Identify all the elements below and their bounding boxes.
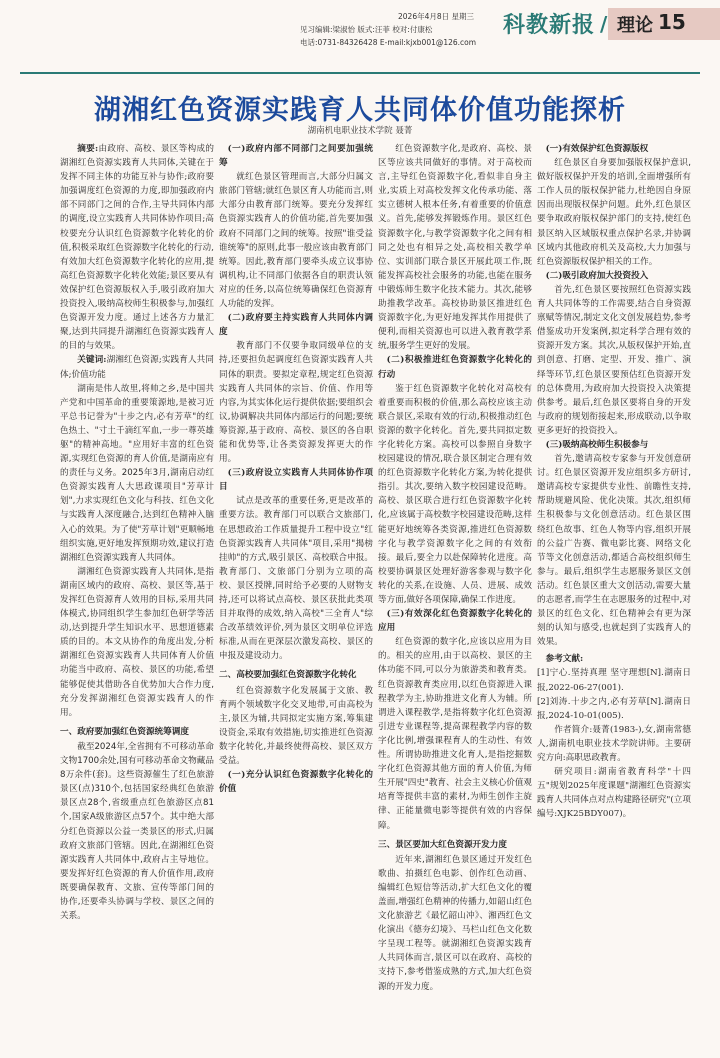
subsection-3-3-heading: (三)吸纳高校师生积极参与 [545, 439, 649, 450]
column-2 [219, 142, 373, 796]
intro-paragraph-2: 湖湘红色资源实践育人共同体,是指湖南区域内的政府、高校、景区等,基于发挥红色资源育人效用的目标,采用共同体模式,协同组织学生参加红色研学等活动,达到提升学生知识水平、思想道德素质的目的。本文从协作的角度出发,分析湖湘红色资源实践育人共同体育人价值功能当中政府、高校、景区的功能,希望能够促使其借助各自优势加大合作力度,充分发挥湖湘红色资源实践育人的作用。 [60, 566, 214, 718]
project-note: 研究项目:湖南省教育科学"十四五"规划2025年度课题"湖湘红色资源实践育人共同体点对点构建路径研究"(立项编号:XJK25BDY007)。 [537, 767, 691, 820]
subsection-1-3-heading: (三)政府设立实践育人共同体协作项目 [219, 468, 373, 493]
header-divider [20, 72, 700, 74]
keywords: 关键词:湖湘红色资源;实践育人共同体;价值功能 [60, 355, 214, 380]
page-number: 15 [658, 10, 686, 34]
intro-paragraph-1: 湖南是伟人故里,将帅之乡,是中国共产党和中国革命的重要策源地,是被习近平总书记誉为"十步之内,必有芳草"的红色热土、"寸土千滴红军血,一步一尊英雄躯"的精神高地。"应用好丰富的红色资源,实现红色资源的育人价值,是湖南应有的责任与义务。2025年3月,湖南启动红色资源实践育人大思政课项目"芳草计划",力求实现红色文化与科技、红色文化与实践育人深度融合,达到红色精神入脑入心的效果。为了使"芳草计划"更顺畅地组织实施,更好地发挥预期功效,建议打造湖湘红色资源实践育人共同体。 [60, 383, 215, 563]
newspaper-header [0, 0, 720, 72]
subsection-1-1-paragraph: 就红色景区管理而言,大部分归属文旅部门管辖;就红色景区育人功能而言,则大部分由教育部门统筹。要充分发挥红色资源实践育人的价值功能,首先要加强政府不同部门之间的统筹。按照"谁受益谁统筹"的原则,此事一般应该由教育部门统筹。因此,教育部门要牵头成立议事协调机构,让不同部门依据各自的职责认领对应的任务,以高位统筹确保红色资源育人功能的发挥。 [219, 172, 373, 310]
subsection-1-2-paragraph: 教育部门不仅要争取同级单位的支持,还要担负起调度红色资源实践育人共同体的职责。要拟定章程,规定红色资源实践育人共同体的宗旨、价值、作用等内容,为其实体化运行提供依据;要组织会议,协调解决共同体内部运行的问题;要统筹资源,基于政府、高校、景区的各自职能和优势等,让各类资源发挥更大的作用。 [219, 341, 373, 465]
section-3-heading: 三、景区要加大红色资源开发力度 [378, 839, 507, 850]
subsection-3-1-heading: (一)有效保护红色资源版权 [545, 144, 649, 154]
subsection-1-1-heading: (一)政府内部不同部门之间要加强统筹 [219, 144, 373, 169]
contact-line: 电话:0731-84326428 E-mail:kjxb001@126.com [300, 38, 477, 47]
references-heading: 参考文献: [545, 654, 584, 665]
subsection-2-1-paragraph: 红色资源数字化,是政府、高校、景区等应该共同做好的事情。对于高校而言,主导红色资源数字化,看似非自身主业,实质上对高校发挥文化传承功能、落实立德树人根本任务,有着重要的价值意义。首先,能够发挥锻炼作用。景区红色资源数字化,与教学资源数字化之间有相同之处也有相异之处,高校相关教学单位、实训部门联合景区开展此项工作,既能发挥高校社会服务的功能,也能在服务中锻炼师生数字化技术能力。其次,能够助推教学改革。高校协助景区推进红色资源数字化,为更好地发挥其作用提供了便利,而相关资源也可以进入教育教学系统,服务学生更好的发展。 [378, 144, 532, 352]
keywords-text: 湖湘红色资源;实践育人共同体;价值功能 [60, 355, 214, 380]
section-3-paragraph: 近年来,湖湘红色景区通过开发红色歌曲、拍摄红色电影、创作红色动画、编辑红色短信等活动,扩大红色文化的覆盖面,增强红色精神的传播力,如韶山红色文化旅游艺《最忆韶山冲》、湘西红色文化演出《德夯幻境》、马栏山红色文化数字呈现工程等。就湖湘红色资源实践育人共同体而言,景区可以在政府、高校的支持下,参考借鉴成熟的方式,加大红色资源的开发力度。 [378, 854, 532, 992]
subsection-1-3-paragraph: 试点是改革的重要任务,更是改革的重要方法。教育部门可以联合文旅部门,在思想政治工作质量提升工程中设立"红色资源实践育人共同体"项目,采用"揭榜挂帅"的方式,吸引景区、高校联合申报。教育部门、文旅部门分别为立项的高校、景区授牌,同时给予必要的人财物支持,还可以将试点高校、景区获批此类项目并取得的成效,纳入高校"三全育人"综合改革绩效评价,列为景区文明单位评选标准,从而在更深层次激发高校、景区的申报及建设动力。 [219, 496, 373, 662]
editors-line: 见习编辑:梁淑怡 版式:汪菲 校对:付康松 [300, 25, 433, 34]
section-2-heading: 二、高校要加强红色资源数字化转化 [219, 670, 357, 681]
reference-item-2: [2]刘涛.十步之内,必有芳草[N].湖南日报,2024-10-01(005). [537, 696, 691, 721]
column-4 [537, 142, 691, 822]
subsection-2-3-paragraph: 红色资源的数字化,应该以应用为目的。相关的应用,由于以高校、景区的主体功能不同,可以分为旅游类和教育类。红色资源教育类应用,以红色资源进入课程教学为主,协助推进文化育人为辅。所谓进入课程教学,是指将数字化红色资源引进专业课程等,提高课程教学内容的数字化比例,增强课程育人的生动性、有效性。所谓协助推进文化育人,是指挖掘数字化红色资源其他方面的育人价值,为师生开展"四史"教育、社会主义核心价值观培育等提供丰富的素材,为师生创作主旋律、正能量微电影等提供有效的内容保障。 [378, 637, 533, 831]
subsection-3-1-paragraph: 红色景区自身要加强版权保护意识,做好版权保护开发的培训,全面增强所有工作人员的版权保护能力,杜绝因自身原因而出现版权保护问题。此外,红色景区要争取政府版权保护部门的支持,使红色景区纳入区域版权重点保护名录,并协调区域内其他政府机关及高校,大力加强与红色资源版权保护相关的工作。 [537, 158, 691, 267]
issue-date: 2026年4月8日 星期三 [398, 12, 475, 21]
subsection-2-2-paragraph: 鉴于红色资源数字化转化对高校有着重要而积极的价值,那么高校应该主动联合景区,采取有效的行动,积极推动红色资源的数字化转化。首先,要共同拟定数字化转化方案。高校可以参照自身数字校园建设的情况,联合景区制定合理有效的红色资源数字化转化方案,为转化提供指引。其次,要纳入数字校园建设范畴。高校、景区联合进行红色资源数字化转化,应该属于高校数字校园建设范畴,这样能更好地统筹各类资源,推进红色资源数字化与教学资源数字化之间的有效衔接。最后,要全力以赴保障转化进度。高校要协调景区处理好游客参观与数字化转化的关系,在设施、人员、进展、成效等方面,做好各项保障,确保工作进度。 [378, 383, 532, 605]
subsection-2-1-heading: (一)充分认识红色资源数字化转化的价值 [219, 770, 373, 795]
column-1 [60, 142, 214, 923]
abstract-text: 由政府、高校、景区等构成的湖湘红色资源实践育人共同体,关键在于发挥不同主体的功能互补与协作;政府要加强调度红色资源的力度,即加强政府内部不同部门之间的合作,主导共同体内部的调度,设立实践育人共同体协作项目;高校要充分认识红色资源数字化转化的价值,积极采取红色资源数字化转化的行动,有效加大红色资源数字化转化的应用,提高红色资源数字化转化效能;景区要从有效保护红色资源版权入手,吸引政府加大投资投入,吸纳高校师生积极参与,加强红色资源开发力度。通过上述各方力量汇聚,达到共同提升湖湘红色资源实践育人的目的与效果。 [60, 144, 214, 352]
article-byline: 湖南机电职业技术学院 聂菁 [307, 126, 413, 136]
subsection-3-2-heading: (二)吸引政府加大投资投入 [545, 270, 649, 281]
author-note: 作者简介:聂菁(1983-),女,湖南常德人,湖南机电职业技术学院讲师。主要研究方向:高职思政教育。 [537, 724, 691, 764]
section-1-paragraph: 截至2024年,全省拥有不可移动革命文物1700余处,国有可移动革命文物藏品8万余件(套)。这些资源催生了红色旅游景区(点)310个,包括国家经典红色旅游景区点28个,省级重点红色旅游区点81个,国家A级旅游区点57个。其中绝大部分红色资源以公益一类景区的形式,归属政府文旅部门管辖。因此,在湖湘红色资源实践育人共同体中,政府占主导地位。要发挥好红色资源的育人价值作用,政府既要确保教育、文旅、宣传等部门间的协作,还要牵头协调与学校、景区之间的关系。 [60, 741, 214, 922]
abstract: 摘要:由政府、高校、景区等构成的湖湘红色资源实践育人共同体,关键在于发挥不同主体的功能互补与协作;政府要加强调度红色资源的力度,即加强政府内部不同部门之间的合作,主导共同体内部的调度,设立实践育人共同体协作项目;高校要充分认识红色资源数字化转化的价值,积极采取红色资源数字化转化的行动,有效加大红色资源数字化转化的应用,提高红色资源数字化转化效能;景区要从有效保护红色资源版权入手,吸引政府加大投资投入,吸纳高校师生积极参与,加强红色资源开发力度。通过上述各方力量汇聚,达到共同提升湖湘红色资源实践育人的目的与效果。 [60, 144, 214, 352]
slash-icon: / [600, 12, 608, 36]
subsection-2-3-heading: (三)有效深化红色资源数字化转化的应用 [378, 609, 532, 634]
section-1-heading: 一、政府要加强红色资源统筹调度 [60, 726, 189, 737]
subsection-3-3-paragraph: 首先,邀请高校专家参与开发创意研讨。红色景区资源开发应组织多方研讨,邀请高校专家提供专业性、前瞻性支持,帮助规避风险、优化决策。其次,组织师生积极参与文化创意活动。红色景区围绕红色故事、红色人物等内容,组织开展的公益广告赛、微电影比赛、网络文化节等文化创意活动,都适合高校组织师生参与。最后,组织学生志愿服务景区文创活动。红色景区重大文创活动,需要大量的志愿者,而学生在志愿服务的过程中,对景区的红色文化、红色精神会有更为深刻的认知与感受,也就起到了实践育人的效果。 [537, 454, 691, 648]
header-meta [300, 10, 500, 49]
section-name: 理论 [617, 15, 653, 36]
column-3 [378, 142, 532, 994]
reference-item-1: [1]宁心.坚持真理 坚守理想[N].湖南日报,2022-06-27(001). [537, 668, 691, 693]
brand-name: 科教新报 [503, 12, 596, 38]
subsection-3-2-paragraph: 首先,红色景区要按照红色资源实践育人共同体等的工作需要,结合自身资源禀赋等情况,制定文化文创发展趋势,参考借鉴成功开发案例,拟定科学合理有效的资源开发方案。其次,从版权保护开始,直到创意、打磨、定型、开发、推广、演绎等环节,红色景区要预估红色资源开发的总体费用,为政府加大投资投入决策提供参考。最后,红色景区要将自身的开发与政府的规划衔接起来,形成联动,以争取更多更好的投资投入。 [537, 284, 691, 436]
article-title: 湖湘红色资源实践育人共同体价值功能探析 [94, 95, 626, 126]
subsection-1-2-heading: (二)政府要主持实践育人共同体内调度 [219, 313, 373, 338]
section-2-paragraph: 红色资源数字化发展属于文旅、教育两个领域数字化交叉地带,可由高校为主,景区为辅,共同拟定实施方案,筹集建设资金,采取有效措施,切实推进红色资源数字化转化,并最终使得高校、景区双方受益。 [219, 685, 373, 767]
subsection-2-2-heading: (二)积极推进红色资源数字化转化的行动 [378, 355, 532, 380]
